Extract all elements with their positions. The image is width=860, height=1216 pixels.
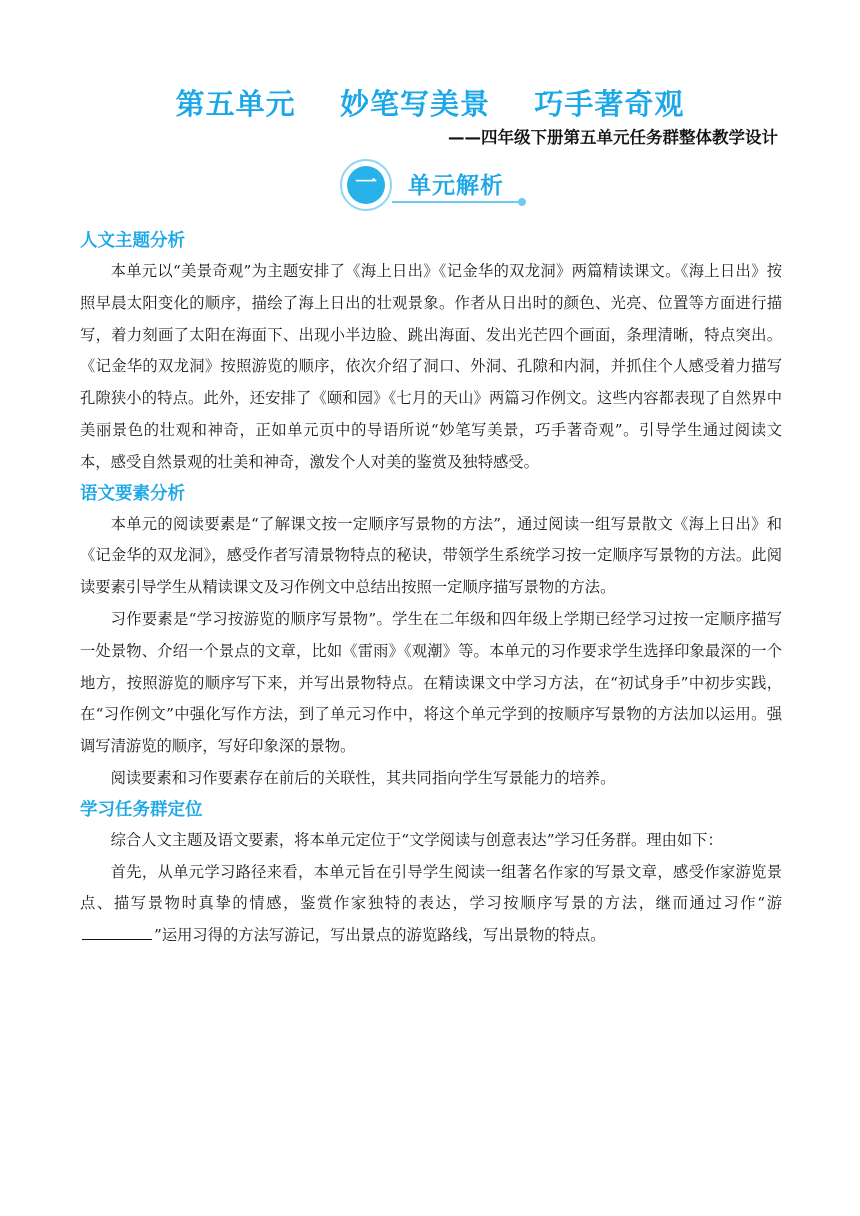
- paragraph: 习作要素是“学习按游览的顺序写景物”。学生在二年级和四年级上学期已经学习过按一定顺序描写一处景物、介绍一个景点的文章，比如《雷雨》《观潮》等。本单元的习作要求学生选择印象最深的一个地方，按照游览的顺序写下来，并写出景物特点。在精读课文中学习方法，在“初试身手”中初步实践，在“习作例文”中强化写作方法，到了单元习作中，将这个单元学到的按顺序写景物的方法加以运用。强调写清游览的顺序，写好印象深的景物。: [80, 609, 782, 756]
- paragraph-text: ”运用习得的方法写游记，写出景点的游览路线，写出景物的特点。: [154, 926, 606, 945]
- page-title: 第五单元 妙笔写美景 巧手著奇观: [175, 87, 685, 121]
- section-heading-task-group: 学习任务群定位: [80, 799, 203, 820]
- banner-underline-dot: [518, 198, 526, 206]
- banner-number: 一: [347, 166, 385, 204]
- document-body: [80, 226, 782, 952]
- banner-underline: [392, 201, 520, 203]
- section-banner: [336, 155, 528, 215]
- paragraph: 综合人文主题及语文要素，将本单元定位于“文学阅读与创意表达”学习任务群。理由如下：: [110, 830, 723, 849]
- paragraph: 阅读要素和习作要素存在前后的关联性，其共同指向学生写景能力的培养。: [110, 768, 616, 787]
- section-heading-language-elements: 语文要素分析: [80, 483, 185, 504]
- blank-underline: [82, 921, 152, 940]
- paragraph-text: 首先，从单元学习路径来看，本单元旨在引导学生阅读一组著名作家的写景文章，感受作家游览景点、描写景物时真挚的情感，鉴赏作家独特的表达，学习按顺序写景的方法，继而通过习作“游: [80, 862, 782, 913]
- paragraph: [80, 857, 782, 952]
- banner-number-badge: [340, 159, 392, 211]
- page-subtitle: ——四年级下册第五单元任务群整体教学设计: [448, 128, 778, 147]
- paragraph: 本单元以“美景奇观”为主题安排了《海上日出》《记金华的双龙洞》两篇精读课文。《海上日出》按照早晨太阳变化的顺序，描绘了海上日出的壮观景象。作者从日出时的颜色、光亮、位置等方面进行描写，着力刻画了太阳在海面下、出现小半边脸、跳出海面、发出光芒四个画面，条理清晰，特点突出。《记金华的双龙洞》按照游览的顺序，依次介绍了洞口、外洞、孔隙和内洞，并抓住个人感受着力描写孔隙狭小的特点。此外，还安排了《颐和园》《七月的天山》两篇习作例文。这些内容都表现了自然界中美丽景色的壮观和神奇，正如单元页中的导语所说“妙笔写美景，巧手著奇观”。引导学生通过阅读文本，感受自然景观的壮美和神奇，激发个人对美的鉴赏及独特感受。: [80, 262, 782, 471]
- banner-label: 单元解析: [408, 173, 504, 199]
- paragraph: 本单元的阅读要素是“了解课文按一定顺序写景物的方法”，通过阅读一组写景散文《海上日出》和《记金华的双龙洞》，感受作者写清景物特点的秘诀，带领学生系统学习按一定顺序写景物的方法。此阅读要素引导学生从精读课文及习作例文中总结出按照一定顺序描写景物的方法。: [80, 514, 782, 597]
- section-heading-humanities: 人文主题分析: [80, 231, 185, 251]
